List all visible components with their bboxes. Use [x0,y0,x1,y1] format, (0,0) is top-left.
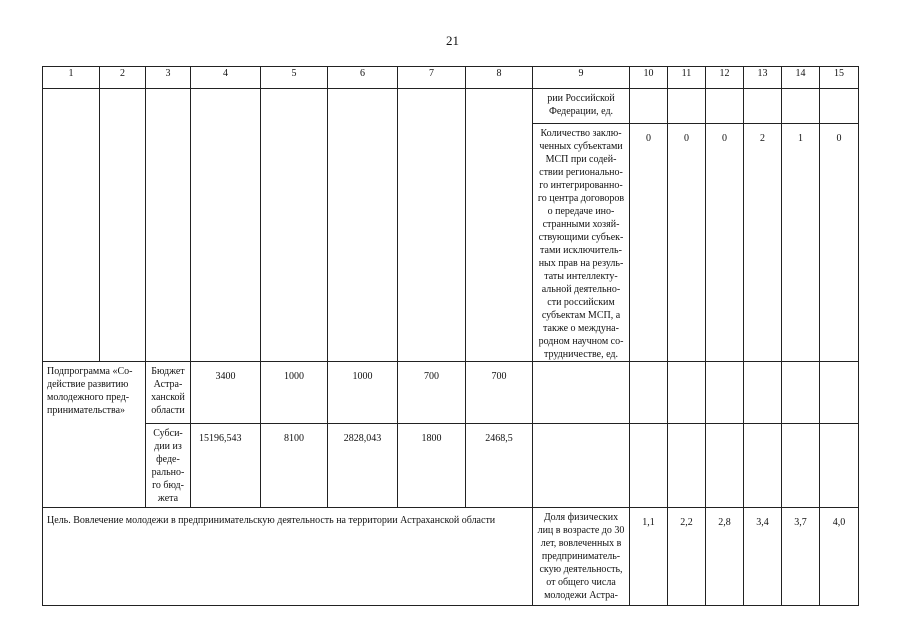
subprogram-title: Подпрограмма «Со- действие развитию молодежного пред- принимательства» [43,362,146,508]
table-row [43,89,859,124]
indicator-value: 2 [744,124,782,362]
amount-cell: 1800 [398,424,466,508]
amount-cell: 2468,5 [466,424,533,508]
column-header: 6 [328,67,398,89]
indicator-cell: Доля физических лиц в возрасте до 30 лет, вовлеченных в предприниматель- скую деятельность, от общего числа молодежи Астра- [533,508,630,606]
amount-cell: 1000 [328,362,398,424]
indicator-value: 1 [782,124,820,362]
amount-cell: 700 [466,362,533,424]
amount-cell: 700 [398,362,466,424]
table-row [43,508,859,606]
indicator-value: 4,0 [820,508,859,606]
amount-cell: 2828,043 [328,424,398,508]
funding-source: Субси- дии из феде- рально- го бюд- жета [146,424,191,508]
funding-source: Бюджет Астра- ханской области [146,362,191,424]
column-header: 3 [146,67,191,89]
page-number: 21 [446,33,459,48]
data-table [42,66,859,606]
column-number-row [43,67,859,89]
amount-cell: 3400 [191,362,261,424]
column-header: 7 [398,67,466,89]
column-header: 2 [100,67,146,89]
indicator-value: 2,2 [668,508,706,606]
table-row [43,362,859,424]
column-header: 8 [466,67,533,89]
goal-text: Цель. Вовлечение молодежи в предпринимательскую деятельность на территории Астраханской области [43,508,533,606]
indicator-value: 0 [630,124,668,362]
column-header: 14 [782,67,820,89]
indicator-value: 0 [820,124,859,362]
column-header: 11 [668,67,706,89]
column-header: 9 [533,67,630,89]
indicator-cell: Количество заклю- ченных субъектами МСП при содей- ствии регионально- го интегрированно- го центра договоров о передаче ино- странными хозяй- ствующими субъек- тами исключитель- ных прав на резуль- таты интеллекту- альной деятельно- сти российским субъектам МСП, а также о междуна- родном научном со- трудничестве, ед. [533,124,630,362]
indicator-value: 3,4 [744,508,782,606]
indicator-value: 2,8 [706,508,744,606]
column-header: 13 [744,67,782,89]
column-header: 12 [706,67,744,89]
column-header: 15 [820,67,859,89]
indicator-cell: рии Российской Федерации, ед. [533,89,630,124]
column-header: 1 [43,67,100,89]
column-header: 10 [630,67,668,89]
table-row [43,424,859,508]
column-header: 4 [191,67,261,89]
amount-cell: 8100 [261,424,328,508]
indicator-value: 0 [706,124,744,362]
indicator-value: 1,1 [630,508,668,606]
amount-cell: 15196,543 [191,424,261,508]
column-header: 5 [261,67,328,89]
indicator-value: 3,7 [782,508,820,606]
amount-cell: 1000 [261,362,328,424]
indicator-value: 0 [668,124,706,362]
